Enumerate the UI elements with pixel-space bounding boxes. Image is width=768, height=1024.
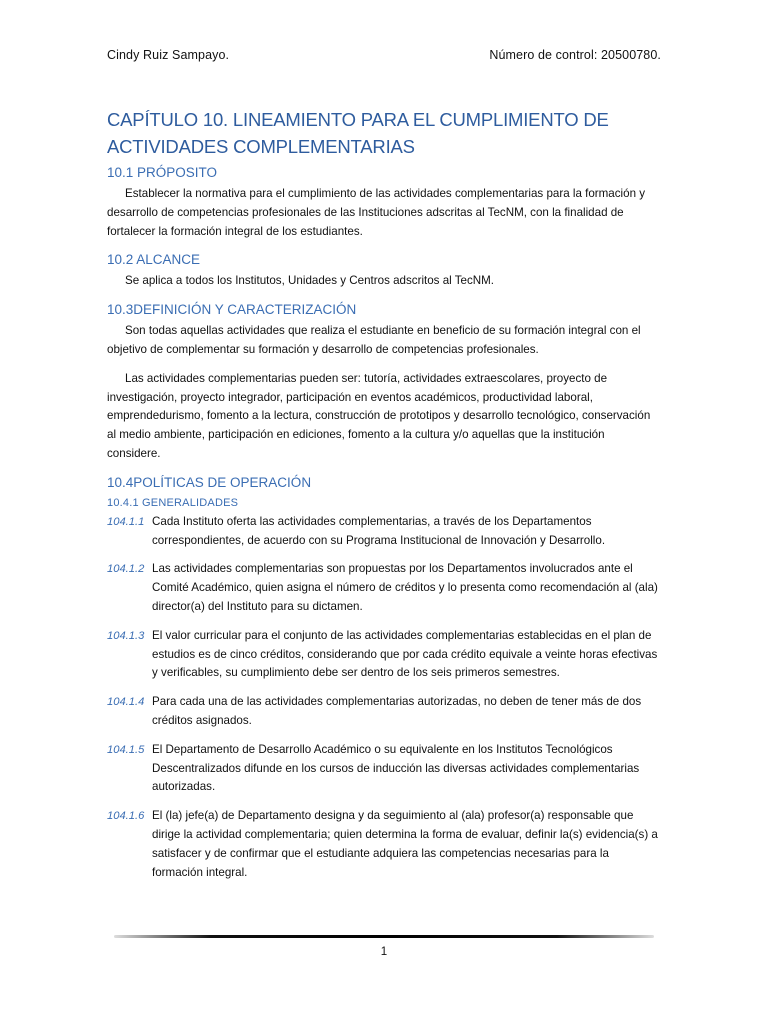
section-heading-definicion: 10.3DEFINICIÓN Y CARACTERIZACIÓN [107,302,357,318]
policy-item-text: El Departamento de Desarrollo Académico o su equivalente en los Institutos Tecnológicos Descentralizados difunde en los cursos de inducción las diversas actividades complementarias autorizadas. [152,742,640,794]
policy-item-text: El (la) jefe(a) de Departamento designa y da seguimiento al (ala) profesor(a) responsable que dirige la actividad complementaria; quien determina la forma de evaluar, definir la(s) evidencia(s) a satisfacer y de confirmar que el estudiante adquiera las competencias necesarias para la formación integral. [152,809,658,879]
subsection-heading-generalidades: 10.4.1 GENERALIDADES [107,496,239,509]
policy-item [107,741,660,797]
policy-item-number: 104.1.2 [107,563,145,576]
section-text-definicion-1: Son todas aquellas actividades que realiza el estudiante en beneficio de su formación integral con el objetivo de complementar su formación y desarrollo de competencias profesionales. [107,324,641,356]
chapter-title: CAPÍTULO 10. LINEAMIENTO PARA EL CUMPLIMIENTO DE ACTIVIDADES COMPLEMENTARIAS [107,109,609,157]
page-number: 1 [380,946,388,958]
footer-divider [114,935,654,938]
policy-item-text: Cada Instituto oferta las actividades complementarias, a través de los Departamentos correspondientes, de acuerdo con su Programa Institucional de Innovación y Desarrollo. [152,514,606,547]
policy-item-text: El valor curricular para el conjunto de las actividades complementarias establecidas en el plan de estudios es de cinco créditos, considerando que por cada crédito equivale a veinte horas efectivas y verificables, su cumplimiento debe ser dentro de los seis primeros semestres. [152,628,658,680]
section-text-definicion-2: Las actividades complementarias pueden ser: tutoría, actividades extraescolares, proyecto de investigación, proyecto integrador, participación en eventos académicos, productividad laboral, emprendedurismo, fomento a la lectura, construcción de prototipos y desarrollo tecnológico, conservación al medio ambiente, participación en ediciones, fomento a la cultura y/o aquellas que la institución considere. [107,371,651,460]
document-body [107,106,660,892]
policy-item [107,627,660,683]
policy-item [107,560,660,616]
section-text-proposito: Establecer la normativa para el cumplimiento de las actividades complementarias para la formación y desarrollo de competencias profesionales de las Instituciones adscritas al TecNM, con la finalidad de fortalecer la formación integral de los estudiantes. [107,187,646,238]
policy-item-number: 104.1.5 [107,743,145,756]
policy-item-number: 104.1.6 [107,810,145,823]
policy-item-number: 104.1.4 [107,696,145,709]
section-text-alcance: Se aplica a todos los Institutos, Unidades y Centros adscritos al TecNM. [125,274,495,288]
section-heading-alcance: 10.2 ALCANCE [107,252,201,268]
policy-item-number: 104.1.1 [107,515,145,528]
policy-item [107,693,660,731]
policy-item-text: Las actividades complementarias son propuestas por los Departamentos involucrados ante el Comité Académico, quien asigna el número de créditos y lo presenta como recomendación al (ala) director(a) del Instituto para su dictamen. [152,562,658,613]
section-heading-politicas: 10.4POLÍTICAS DE OPERACIÓN [107,474,312,490]
policy-item [107,513,660,551]
policy-item-text: Para cada una de las actividades complementarias autorizadas, no deben de tener más de dos créditos asignados. [152,695,642,727]
policy-item [107,807,660,882]
header-control-number: Número de control: 20500780. [489,48,661,62]
section-heading-proposito: 10.1 PRÓPOSITO [107,165,218,180]
policy-item-number: 104.1.3 [107,629,145,642]
header-author: Cindy Ruiz Sampayo. [107,48,230,62]
